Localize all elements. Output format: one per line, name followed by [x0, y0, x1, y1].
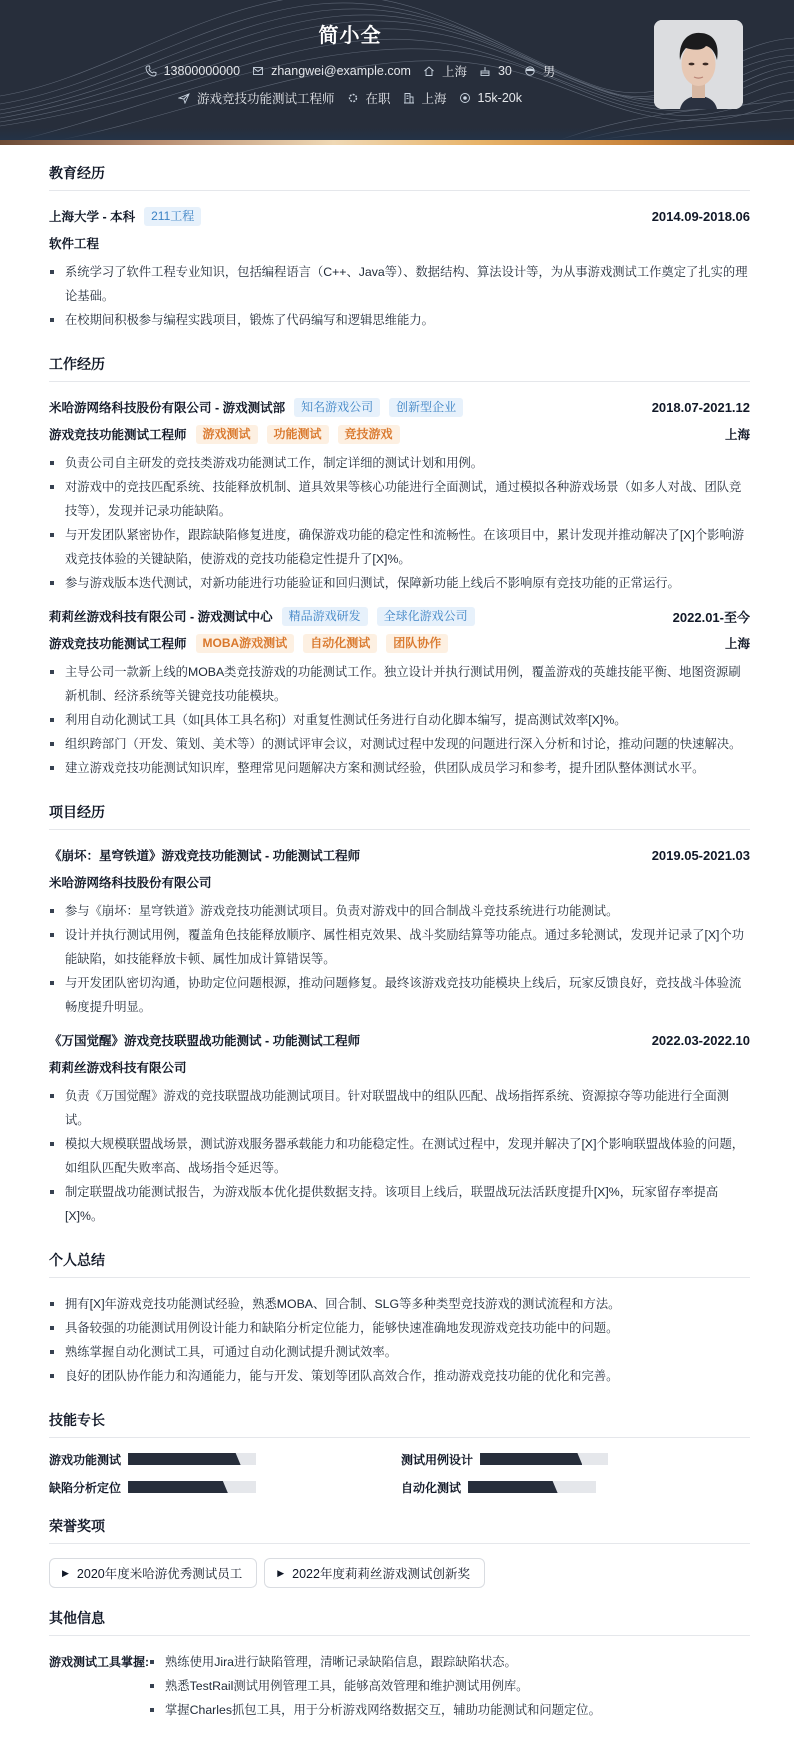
skill-item — [401, 1452, 753, 1466]
education-bullets — [49, 260, 750, 332]
contact-email: zhangwei@example.com — [252, 64, 411, 78]
list-item: 建立游戏竞技功能测试知识库，整理常见问题解决方案和测试经验，供团队成员学习和参考，提升团队整体测试水平。 — [49, 756, 750, 780]
work-entry — [49, 396, 750, 595]
role-tag: 竞技游戏 — [338, 425, 400, 444]
company-tag: 知名游戏公司 — [294, 398, 380, 417]
role-tag: MOBA游戏测试 — [196, 634, 295, 653]
contact-row — [0, 62, 700, 80]
role-left — [49, 634, 448, 653]
home-icon — [423, 65, 435, 77]
list-item: 良好的团队协作能力和沟通能力，能与开发、策划等团队高效合作，推动游戏竞技功能的优化和完善。 — [49, 1364, 750, 1388]
work-location: 上海 — [724, 637, 750, 651]
role-tag: 功能测试 — [267, 425, 329, 444]
award-item — [264, 1558, 485, 1588]
project-company-label: 莉莉丝游戏科技有限公司 — [49, 1061, 187, 1075]
company-tag: 全球化游戏公司 — [377, 607, 475, 626]
list-item: 负责《万国觉醒》游戏的竞技联盟战功能测试项目。针对联盟战中的组队匹配、战场指挥系统、资源掠夺等功能进行全面测试。 — [49, 1084, 750, 1132]
list-item: 制定联盟战功能测试报告，为游戏版本优化提供数据支持。该项目上线后，联盟战玩法活跃度提升[X]%，玩家留存率提高[X]%。 — [49, 1180, 750, 1228]
candidate-name: 简小全 — [318, 25, 382, 47]
salary-icon — [459, 92, 471, 104]
skill-item — [49, 1480, 401, 1494]
section-summary — [49, 1250, 750, 1388]
work-bullets — [49, 451, 750, 595]
role-left — [49, 425, 400, 444]
role-title: 游戏竞技功能测试工程师 — [49, 428, 187, 442]
list-item: 对游戏中的竞技匹配系统、技能释放机制、道具效果等核心功能进行全面测试，通过模拟各种游戏场景（如多人对战、团队竞技等），发现并记录功能缺陷。 — [49, 475, 750, 523]
project-entry — [49, 844, 750, 1019]
phone-icon — [145, 65, 157, 77]
skill-bar-track — [468, 1481, 596, 1493]
section-education — [49, 163, 750, 332]
list-item: 熟练使用Jira进行缺陷管理，清晰记录缺陷信息，跟踪缺陷状态。 — [149, 1650, 601, 1674]
work-entry — [49, 605, 750, 780]
skill-bar-fill — [480, 1453, 582, 1465]
education-date: 2014.09-2018.06 — [651, 208, 750, 224]
project-name: 《崩坏：星穹铁道》游戏竞技功能测试 - 功能测试工程师 — [49, 849, 361, 863]
work-entry-head — [49, 396, 750, 418]
list-item: 掌握Charles抓包工具，用于分析游戏网络数据交互，辅助功能测试和问题定位。 — [149, 1698, 601, 1722]
education-entry-left — [49, 207, 201, 226]
skill-bar-fill — [468, 1481, 558, 1493]
list-item: 与开发团队紧密协作，跟踪缺陷修复进度，确保游戏功能的稳定性和流畅性。在该项目中，累计发现并推动解决了[X]个影响游戏竞技体验的关键缺陷，使游戏的竞技功能稳定性提升了[X]%。 — [49, 523, 750, 571]
resume-body — [0, 163, 794, 1742]
section-work — [49, 354, 750, 780]
list-item: 参与《崩坏：星穹铁道》游戏竞技功能测试项目。负责对游戏中的回合制战斗竞技系统进行功能测试。 — [49, 899, 750, 923]
skill-bar-track — [128, 1481, 256, 1493]
school-tag: 211工程 — [144, 207, 201, 226]
contact-age: 30 — [479, 64, 512, 78]
section-title: 工作经历 — [49, 354, 750, 382]
project-entry-head — [49, 1029, 750, 1051]
education-entry — [49, 205, 750, 332]
other-bullets — [149, 1650, 601, 1722]
spacer — [49, 1019, 750, 1029]
project-name: 《万国觉醒》游戏竞技联盟战功能测试 - 功能测试工程师 — [49, 1034, 361, 1048]
award-label: 2020年度米哈游优秀测试员工 — [76, 1567, 243, 1581]
spacer — [49, 595, 750, 605]
contact-city: 上海 — [423, 62, 467, 80]
building-icon — [403, 92, 415, 104]
company-name: 莉莉丝游戏科技有限公司 - 游戏测试中心 — [49, 610, 273, 624]
header-shade — [0, 128, 794, 140]
portrait-image — [654, 20, 743, 109]
section-projects — [49, 802, 750, 1228]
list-item: 具备较强的功能测试用例设计能力和缺陷分析定位能力，能够快速准确地发现游戏竞技功能中的问题。 — [49, 1316, 750, 1340]
section-other — [49, 1608, 750, 1742]
section-title: 技能专长 — [49, 1410, 750, 1438]
list-item: 模拟大规模联盟战场景，测试游戏服务器承载能力和功能稳定性。在测试过程中，发现并解决了[X]个影响联盟战体验的问题，如组队匹配失败率高、战场指令延迟等。 — [49, 1132, 750, 1180]
role-title: 游戏竞技功能测试工程师 — [49, 637, 187, 651]
major — [49, 232, 750, 254]
triangle-right-icon: ▶ — [277, 1567, 285, 1578]
job-status: 在职 — [347, 89, 391, 107]
contact-phone: 13800000000 — [145, 64, 240, 78]
list-item: 熟练掌握自动化测试工具，可通过自动化测试提升测试效率。 — [49, 1340, 750, 1364]
skill-name: 游戏功能测试 — [49, 1452, 122, 1467]
section-skills — [49, 1410, 750, 1494]
section-title: 荣誉奖项 — [49, 1516, 750, 1544]
project-entry-head — [49, 844, 750, 866]
education-entry-head — [49, 205, 750, 227]
job-city: 上海 — [403, 89, 447, 107]
work-date: 2022.01-至今 — [672, 609, 750, 625]
header-gradient-strip — [0, 140, 794, 145]
skill-item — [49, 1452, 401, 1466]
skill-bar-track — [480, 1453, 608, 1465]
project-company-label: 米哈游网络科技股份有限公司 — [49, 876, 212, 890]
triangle-right-icon: ▶ — [62, 1567, 69, 1578]
list-item: 设计并执行测试用例，覆盖角色技能释放顺序、属性相克效果、战斗奖励结算等功能点。通过多轮测试，发现并记录了[X]个功能缺陷，如技能释放卡顿、属性加成计算错误等。 — [49, 923, 750, 971]
resume-header — [0, 0, 794, 145]
role-tag: 自动化测试 — [303, 634, 377, 653]
role-tag: 团队协作 — [386, 634, 448, 653]
list-item: 利用自动化测试工具（如[具体工具名称]）对重复性测试任务进行自动化脚本编写，提高测试效率[X]%。 — [49, 708, 750, 732]
cake-icon — [479, 65, 491, 77]
school-name: 上海大学 - 本科 — [49, 210, 136, 224]
work-entry-left — [49, 607, 475, 626]
list-item: 主导公司一款新上线的MOBA类竞技游戏的功能测试工作。独立设计并执行测试用例，覆盖游戏的英雄技能平衡、地图资源刷新机制、经济系统等关键竞技功能模块。 — [49, 660, 750, 708]
work-entry-head — [49, 605, 750, 627]
list-item: 熟悉TestRail测试用例管理工具，能够高效管理和维护测试用例库。 — [149, 1674, 601, 1698]
section-title: 其他信息 — [49, 1608, 750, 1636]
major-label: 软件工程 — [49, 237, 100, 251]
role-row — [49, 423, 750, 445]
project-bullets — [49, 899, 750, 1019]
list-item: 参与游戏版本迭代测试，对新功能进行功能验证和回归测试，保障新功能上线后不影响原有竞技功能的正常运行。 — [49, 571, 750, 595]
avatar — [654, 20, 743, 109]
project-bullets — [49, 1084, 750, 1228]
list-item: 系统学习了软件工程专业知识，包括编程语言（C++、Java等）、数据结构、算法设计等，为从事游戏测试工作奠定了扎实的理论基础。 — [49, 260, 750, 308]
list-item: 组织跨部门（开发、策划、美术等）的测试评审会议，对测试过程中发现的问题进行深入分析和讨论，推动问题的快速解决。 — [49, 732, 750, 756]
section-awards — [49, 1516, 750, 1588]
work-location: 上海 — [724, 428, 750, 442]
job-salary: 15k-20k — [459, 91, 522, 105]
list-item: 与开发团队密切沟通，协助定位问题根源，推动问题修复。最终该游戏竞技功能模块上线后，玩家反馈良好，竞技战斗体验流畅度提升明显。 — [49, 971, 750, 1019]
project-entry — [49, 1029, 750, 1228]
award-item — [49, 1558, 257, 1588]
job-title: 游戏竞技功能测试工程师 — [178, 89, 335, 107]
section-title: 教育经历 — [49, 163, 750, 191]
summary-bullets — [49, 1292, 750, 1388]
award-label: 2022年度莉莉丝游戏测试创新奖 — [292, 1567, 470, 1581]
skills-grid — [49, 1452, 750, 1494]
skill-name: 缺陷分析定位 — [49, 1480, 122, 1495]
project-company — [49, 871, 750, 893]
role-row — [49, 632, 750, 654]
job-intent-row — [0, 89, 700, 107]
other-group-label: 游戏测试工具掌握: — [49, 1655, 149, 1669]
section-title: 个人总结 — [49, 1250, 750, 1278]
awards-list — [49, 1558, 750, 1588]
list-item: 负责公司自主研发的竞技类游戏功能测试工作，制定详细的测试计划和用例。 — [49, 451, 750, 475]
gender-icon — [524, 65, 536, 77]
skill-name: 自动化测试 — [401, 1480, 462, 1495]
send-icon — [178, 92, 190, 104]
other-group — [49, 1650, 750, 1722]
contact-gender: 男 — [524, 62, 556, 80]
skill-bar-fill — [128, 1481, 228, 1493]
skill-bar-track — [128, 1453, 256, 1465]
role-tag: 游戏测试 — [196, 425, 258, 444]
company-tag: 创新型企业 — [389, 398, 463, 417]
project-date: 2022.03-2022.10 — [651, 1032, 750, 1048]
work-bullets — [49, 660, 750, 780]
list-item: 在校期间积极参与编程实践项目，锻炼了代码编写和逻辑思维能力。 — [49, 308, 750, 332]
company-name: 米哈游网络科技股份有限公司 - 游戏测试部 — [49, 401, 286, 415]
work-date: 2018.07-2021.12 — [651, 399, 750, 415]
work-entry-left — [49, 398, 463, 417]
skill-name: 测试用例设计 — [401, 1452, 474, 1467]
status-icon — [347, 92, 359, 104]
project-date: 2019.05-2021.03 — [651, 847, 750, 863]
skill-item — [401, 1480, 753, 1494]
mail-icon — [252, 65, 264, 77]
section-title: 项目经历 — [49, 802, 750, 830]
project-company — [49, 1056, 750, 1078]
company-tag: 精品游戏研发 — [282, 607, 368, 626]
list-item: 拥有[X]年游戏竞技功能测试经验，熟悉MOBA、回合制、SLG等多种类型竞技游戏的测试流程和方法。 — [49, 1292, 750, 1316]
skill-bar-fill — [128, 1453, 241, 1465]
